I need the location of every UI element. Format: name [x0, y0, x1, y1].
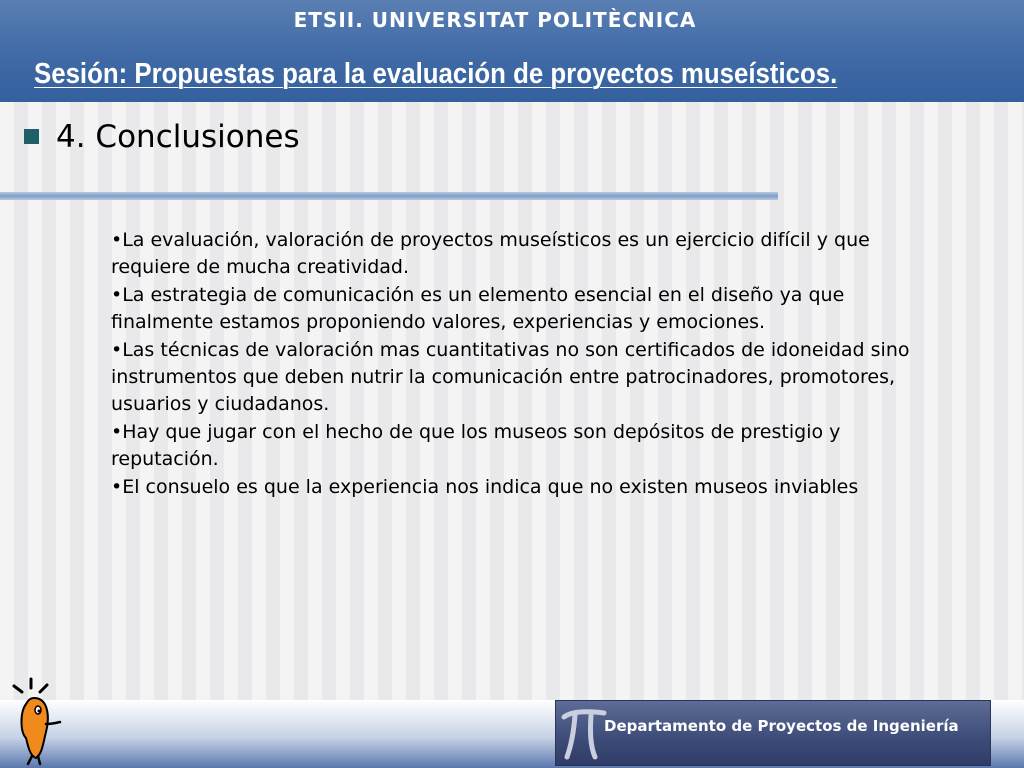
list-item: •La estrategia de comunicación es un elemento esencial en el diseño ya que finalmente estamos proponiendo valores, experiencias y emociones.	[111, 283, 845, 334]
section-heading: 4. Conclusiones	[56, 119, 300, 155]
slide-header	[0, 0, 1024, 102]
session-title: Sesión: Propuestas para la evaluación de proyectos museísticos.	[34, 58, 838, 90]
conclusions-list	[111, 227, 911, 501]
pi-symbol-logo-icon	[558, 703, 610, 763]
list-item: •Hay que jugar con el hecho de que los museos son depósitos de prestigio y reputación.	[111, 420, 841, 471]
institution-title: ETSII. UNIVERSITAT POLITÈCNICA	[293, 8, 697, 32]
divider-bar	[0, 192, 778, 200]
list-item: •Las técnicas de valoración mas cuantitativas no son certificados de idoneidad sino instrumentos que deben nutrir la comunicación entre patrocinadores, promotores, usuarios y ciudadanos.	[111, 338, 910, 416]
list-item: •La evaluación, valoración de proyectos museísticos es un ejercicio difícil y que requiere de mucha creatividad.	[111, 229, 870, 279]
list-item: •El consuelo es que la experiencia nos indica que no existen museos inviables	[111, 475, 859, 498]
department-name: Departamento de Proyectos de Ingeniería	[604, 717, 959, 735]
orange-pi-mascot-icon	[6, 676, 62, 766]
department-banner	[555, 700, 991, 766]
square-bullet-icon	[24, 129, 39, 144]
